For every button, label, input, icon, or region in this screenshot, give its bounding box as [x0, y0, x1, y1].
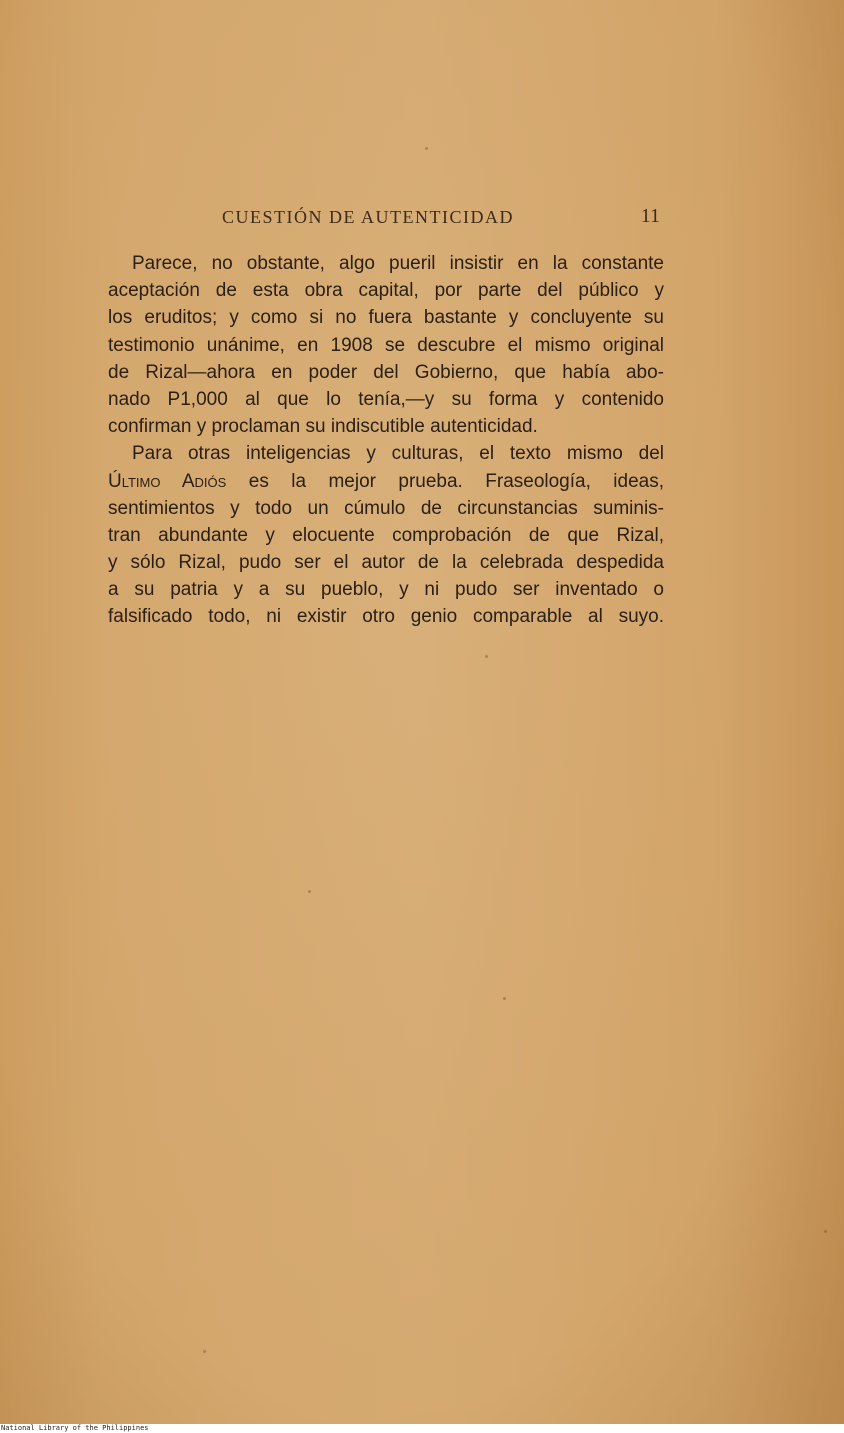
paragraph-2	[108, 440, 664, 630]
footer-strip	[0, 1424, 844, 1433]
text-line: nado P1,000 al que lo tenía,—y su forma y contenido	[108, 388, 664, 410]
running-head	[108, 205, 664, 233]
text-line: Para otras inteligencias y culturas, el texto mismo del	[132, 443, 664, 465]
text-line: sentimientos y todo un cúmulo de circunstancias suminis-	[108, 497, 664, 519]
text-line: tran abundante y elocuente comprobación de que Rizal,	[108, 524, 664, 546]
running-title: CUESTIÓN DE AUTENTICIDAD	[222, 207, 514, 227]
paper-speck	[425, 147, 428, 150]
paper-speck	[503, 997, 506, 1000]
text-line-rest: es la mejor prueba. Fraseología, ideas,	[226, 470, 664, 492]
paper-speck	[824, 1230, 827, 1233]
text-line: de Rizal—ahora en poder del Gobierno, que había abo-	[108, 361, 664, 383]
text-line: y sólo Rizal, pudo ser el autor de la celebrada despedida	[108, 552, 664, 574]
text-line: falsificado todo, ni existir otro genio comparable al suyo.	[108, 606, 664, 628]
text-line	[108, 468, 664, 495]
text-line: los eruditos; y como si no fuera bastante y concluyente su	[108, 307, 664, 329]
paper-speck	[485, 655, 488, 658]
text-line: confirman y proclaman su indiscutible autenticidad.	[108, 416, 538, 438]
text-line: a su patria y a su pueblo, y ni pudo ser inventado o	[108, 579, 664, 601]
paper-speck	[308, 890, 311, 893]
page-number: 11	[640, 205, 660, 227]
body-text	[108, 250, 664, 631]
paper-speck	[203, 1350, 206, 1353]
text-line: aceptación de esta obra capital, por parte del público y	[108, 280, 664, 302]
paragraph-1	[108, 250, 664, 440]
work-title: Último Adiós	[108, 470, 227, 492]
text-line: Parece, no obstante, algo pueril insistir en la constante	[132, 253, 664, 274]
library-credit: National Library of the Philippines	[1, 1424, 149, 1432]
text-line: testimonio unánime, en 1908 se descubre el mismo original	[108, 334, 664, 356]
